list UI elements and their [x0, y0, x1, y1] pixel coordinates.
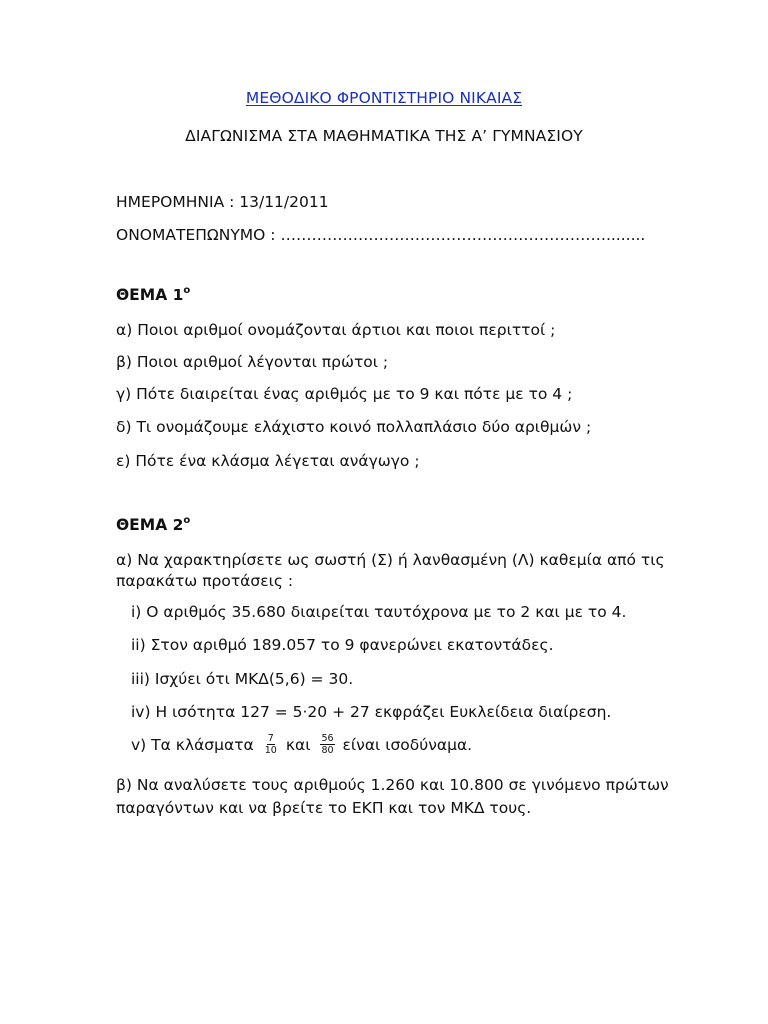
statement-v-prefix: v) Τα κλάσματα — [131, 736, 254, 754]
fraction-7-10 — [264, 733, 278, 756]
theme2-part-a-line1: α) Να χαρακτηρίσετε ως σωστή (Σ) ή λανθασμένη (Λ) καθεμία από τις — [116, 551, 665, 569]
theme1-question-c: γ) Πότε διαιρείται ένας αριθμός με το 9 και πότε με το 4 ; — [116, 385, 573, 403]
fraction-denominator: 80 — [321, 745, 334, 756]
fraction-56-80 — [320, 733, 334, 756]
theme1-question-a: α) Ποιοι αριθμοί ονομάζονται άρτιοι και ποιοι περιττοί ; — [116, 321, 556, 339]
statement-v — [131, 734, 472, 757]
theme2-part-b-line1: β) Να αναλύσετε τους αριθμούς 1.260 και 10.800 σε γινόμενο πρώτων — [116, 776, 669, 794]
theme2-title: ΘΕΜΑ 2 — [116, 516, 184, 534]
theme2-heading — [116, 515, 190, 534]
exam-title: ΔΙΑΓΩΝΙΣΜΑ ΣΤΑ ΜΑΘΗΜΑΤΙΚΑ ΤΗΣ Α’ ΓΥΜΝΑΣΙΟΥ — [185, 127, 583, 145]
statement-iii: iii) Ισχύει ότι ΜΚΔ(5,6) = 30. — [131, 670, 354, 688]
theme1-question-e: ε) Πότε ένα κλάσμα λέγεται ανάγωγο ; — [116, 452, 420, 470]
fraction-numerator: 7 — [267, 733, 274, 744]
statement-ii: ii) Στον αριθμό 189.057 το 9 φανερώνει εκατοντάδες. — [131, 636, 554, 654]
theme2-part-b-line2: παραγόντων και να βρείτε το ΕΚΠ και τον ΜΚΔ τους. — [116, 799, 532, 817]
statement-v-middle: και — [285, 736, 311, 754]
theme1-question-d: δ) Τι ονομάζουμε ελάχιστο κοινό πολλαπλάσιο δύο αριθμών ; — [116, 418, 592, 436]
date-line: ΗΜΕΡΟΜΗΝΙΑ : 13/11/2011 — [116, 193, 329, 211]
statement-iv: iv) Η ισότητα 127 = 5·20 + 27 εκφράζει Ευκλείδεια διαίρεση. — [131, 703, 612, 721]
theme1-ordinal: ο — [183, 285, 191, 296]
school-name: ΜΕΘΟΔΙΚΟ ΦΡΟΝΤΙΣΤΗΡΙΟ ΝΙΚΑΙΑΣ — [245, 89, 523, 107]
theme1-title: ΘΕΜΑ 1 — [116, 286, 184, 304]
theme1-heading — [116, 285, 190, 304]
fraction-numerator: 56 — [321, 733, 334, 744]
theme2-ordinal: ο — [183, 515, 191, 526]
statement-v-suffix: είναι ισοδύναμα. — [342, 736, 473, 754]
name-line: ΟΝΟΜΑΤΕΠΩΝΥΜΟ : ………………………………………………………........ — [116, 226, 646, 244]
fraction-denominator: 10 — [264, 745, 277, 756]
theme1-question-b: β) Ποιοι αριθμοί λέγονται πρώτοι ; — [116, 353, 389, 371]
statement-i: i) Ο αριθμός 35.680 διαιρείται ταυτόχρονα με το 2 και με το 4. — [131, 603, 627, 621]
theme2-part-a-line2: παρακάτω προτάσεις : — [116, 572, 294, 590]
